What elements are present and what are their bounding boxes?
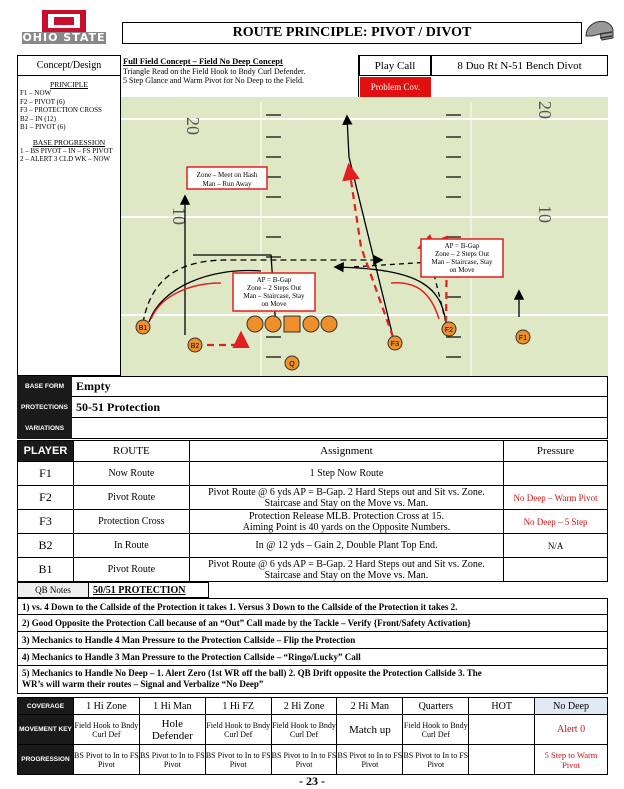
concept-line2: Triangle Read on the Field Hook to Bndy Curl Defender. bbox=[123, 67, 306, 76]
movement-cell: Field Hook to Bndy Curl Def bbox=[271, 715, 337, 745]
player-cell: F3 bbox=[18, 510, 74, 534]
col-header-route: ROUTE bbox=[73, 441, 189, 462]
col-header-pressure: Pressure bbox=[504, 441, 608, 462]
player-label: Q bbox=[289, 361, 295, 368]
logo bbox=[20, 6, 108, 46]
principle-item: F2 – PIVOT (6) bbox=[20, 97, 65, 106]
assignment-line: Staircase and Stay on the Move vs. Man. bbox=[264, 569, 429, 581]
table-row bbox=[18, 558, 608, 582]
yard-number: 20 bbox=[183, 117, 203, 135]
field-turf bbox=[121, 97, 608, 376]
assignment-line: 1 Step Now Route bbox=[309, 468, 384, 479]
field-note-3 bbox=[421, 239, 503, 277]
variations-value bbox=[72, 418, 608, 439]
coverage-col: Quarters bbox=[403, 698, 469, 715]
lineman bbox=[247, 316, 263, 332]
assignment-line: Pivot Route @ 6 yds AP = B-Gap. 2 Hard Steps out and Sit vs. Zone. bbox=[208, 486, 485, 498]
qb-notes-title: 50/51 PROTECTION bbox=[89, 582, 209, 598]
qb-note: 2) Good Opposite the Protection Call because of an “Out” Call made by the Tackle – Verify {Front/Safety Activation} bbox=[17, 615, 608, 632]
assignment-line: Pivot Route @ 6 yds AP = B-Gap. 2 Hard Steps out and Sit vs. Zone. bbox=[208, 558, 485, 570]
coverage-col: No Deep bbox=[535, 698, 608, 715]
note-line: Man – Staircase, Stay bbox=[431, 258, 493, 266]
playcall-value: 8 Duo Rt N-51 Bench Divot bbox=[431, 55, 608, 76]
concept-line3: 5 Step Glance and Warm Pivot for No Deep to the Field. bbox=[123, 76, 304, 85]
lineman bbox=[321, 316, 337, 332]
progression-cell: 5 Step to Warm Pivot bbox=[535, 745, 608, 775]
col-header-player: PLAYER bbox=[18, 441, 74, 462]
note-line: Zone – 2 Steps Out bbox=[246, 284, 302, 292]
variations-label: VARIATIONS bbox=[17, 418, 72, 439]
logo-text: OHIO STATE bbox=[22, 31, 106, 44]
coverage-col: HOT bbox=[469, 698, 535, 715]
qb-note: 5) Mechanics to Handle No Deep – 1. Alert Zero (1st WR off the ball) 2. QB Drift opposite the Protection Callside 3. The bbox=[22, 668, 482, 678]
assignment-line: Protection Release MLB. Protection Cross at 15. bbox=[248, 510, 444, 522]
table-row bbox=[18, 534, 608, 558]
qb-note: 1) vs. 4 Down to the Callside of the Protection it takes 1. Versus 3 Down to the Callside of the Protection it takes 2. bbox=[17, 598, 608, 615]
note-line: AP = B-Gap bbox=[444, 242, 480, 250]
note-line: Man – Run Away bbox=[202, 180, 252, 188]
yard-number: 10 bbox=[535, 205, 555, 223]
movement-cell: Match up bbox=[337, 715, 403, 745]
player-label: F1 bbox=[518, 335, 528, 342]
qb-note: WR’s will warm their routes – Signal and Verbalize “No Deep” bbox=[22, 679, 264, 689]
coverage-col: 1 Hi Zone bbox=[73, 698, 139, 715]
page-title bbox=[122, 22, 582, 44]
qb-note: 4) Mechanics to Handle 3 Man Pressure to the Protection Callside – “Ringo/Lucky” Call bbox=[17, 649, 608, 666]
offensive-line bbox=[247, 316, 337, 332]
pressure-cell: No Deep – Warm Pivot bbox=[504, 486, 608, 510]
qb-notes-label: QB Notes bbox=[17, 582, 89, 598]
table-row bbox=[18, 486, 608, 510]
progression-cell bbox=[469, 745, 535, 775]
col-header-assignment: Assignment bbox=[189, 441, 503, 462]
problem-coverage-badge: Problem Cov. bbox=[360, 77, 431, 97]
note-line: on Move bbox=[261, 300, 287, 308]
player-cell: F1 bbox=[18, 462, 74, 486]
progression-cell: BS Pivot to In to FS Pivot bbox=[403, 745, 469, 775]
progression-cell: BS Pivot to In to FS Pivot bbox=[139, 745, 205, 775]
progression-cell: BS Pivot to In to FS Pivot bbox=[337, 745, 403, 775]
helmet-icon bbox=[582, 14, 616, 46]
note-line: Zone – Meet on Hash bbox=[196, 171, 258, 179]
player-label: B1 bbox=[138, 325, 148, 332]
player-cell: B2 bbox=[18, 534, 74, 558]
player-assignments-table bbox=[17, 440, 608, 582]
assignment-line: Aiming Point is 40 yards on the Opposite Numbers. bbox=[242, 521, 451, 533]
progression-cell: BS Pivot to In to FS Pivot bbox=[205, 745, 271, 775]
progression-title: BASE PROGRESSION bbox=[32, 137, 106, 147]
movement-label: MOVEMENT KEY bbox=[18, 715, 74, 745]
coverage-label: COVERAGE bbox=[18, 698, 74, 715]
note-line: on Move bbox=[449, 266, 475, 274]
sidebar bbox=[17, 76, 121, 376]
coverage-col: 1 Hi FZ bbox=[205, 698, 271, 715]
center bbox=[284, 316, 300, 332]
coverage-col: 1 Hi Man bbox=[139, 698, 205, 715]
assignment-cell bbox=[189, 558, 503, 582]
route-cell: Pivot Route bbox=[73, 558, 189, 582]
principle-item: F3 – PROTECTION CROSS bbox=[20, 106, 102, 114]
table-row bbox=[18, 462, 608, 486]
playcall-label: Play Call bbox=[359, 55, 431, 76]
route-cell: Protection Cross bbox=[73, 510, 189, 534]
principle-item: B1 – PIVOT (6) bbox=[20, 123, 66, 131]
note-line: Man – Staircase, Stay bbox=[243, 292, 305, 300]
qb-note: 3) Mechanics to Handle 4 Man Pressure to the Protection Callside – Flip the Protection bbox=[17, 632, 608, 649]
protections-label: PROTECTIONS bbox=[17, 397, 72, 418]
progression-cell: BS Pivot to In to FS Pivot bbox=[73, 745, 139, 775]
movement-cell: Field Hook to Bndy Curl Def bbox=[205, 715, 271, 745]
yard-number: 20 bbox=[535, 101, 555, 119]
note-line: AP = B-Gap bbox=[256, 276, 292, 284]
principle-title: PRINCIPLE bbox=[50, 80, 88, 89]
principle-item: B2 – IN (12) bbox=[20, 114, 56, 123]
coverage-col: 2 Hi Man bbox=[337, 698, 403, 715]
assignment-cell bbox=[189, 462, 503, 486]
lineman bbox=[265, 316, 281, 332]
player-label: B2 bbox=[190, 343, 200, 350]
movement-cell: Alert 0 bbox=[535, 715, 608, 745]
route-cell: Now Route bbox=[73, 462, 189, 486]
lineman bbox=[303, 316, 319, 332]
field-note-2 bbox=[233, 273, 315, 311]
field-svg bbox=[121, 97, 608, 376]
player-cell: F2 bbox=[18, 486, 74, 510]
assignment-cell bbox=[189, 510, 503, 534]
protections-value: 50-51 Protection bbox=[72, 397, 608, 418]
progression-item: 2 – ALERT 3 CLD WK – NOW bbox=[20, 155, 111, 163]
assignment-cell bbox=[189, 486, 503, 510]
concept-label: Concept/Design bbox=[17, 55, 121, 76]
qb-note-multiline bbox=[17, 666, 608, 694]
concept-description bbox=[121, 55, 359, 97]
player-label: F3 bbox=[390, 341, 400, 348]
concept-line1: Full Field Concept – Field No Deep Concept bbox=[123, 56, 283, 66]
play-diagram bbox=[121, 97, 608, 376]
movement-cell: Field Hook to Bndy Curl Def bbox=[403, 715, 469, 745]
progression-label: PROGRESSION bbox=[18, 745, 74, 775]
coverage-col: 2 Hi Zone bbox=[271, 698, 337, 715]
pressure-cell bbox=[504, 462, 608, 486]
page-number: - 23 - bbox=[299, 773, 325, 788]
base-form-value: Empty bbox=[72, 376, 608, 397]
page-title-text: ROUTE PRINCIPLE: PIVOT / DIVOT bbox=[232, 25, 472, 40]
movement-cell bbox=[469, 715, 535, 745]
pressure-cell: No Deep – 5 Step bbox=[504, 510, 608, 534]
progression-list bbox=[20, 147, 118, 164]
yard-number: 10 bbox=[169, 207, 189, 225]
principle-list bbox=[20, 89, 118, 132]
player-label: F2 bbox=[444, 327, 454, 334]
principle-item: F1 – NOW bbox=[20, 89, 52, 97]
assignment-cell bbox=[189, 534, 503, 558]
route-cell: In Route bbox=[73, 534, 189, 558]
assignment-line: Staircase and Stay on the Move vs. Man. bbox=[264, 497, 429, 509]
route-cell: Pivot Route bbox=[73, 486, 189, 510]
pressure-cell bbox=[504, 558, 608, 582]
base-form-label: BASE FORM bbox=[17, 376, 72, 397]
pressure-cell: N/A bbox=[504, 534, 608, 558]
coverage-table bbox=[17, 697, 608, 775]
progression-item: 1 – BS PIVOT – IN – FS PIVOT bbox=[20, 146, 113, 155]
qb-notes bbox=[17, 582, 608, 694]
table-row bbox=[18, 510, 608, 534]
assignment-line: In @ 12 yds – Gain 2, Double Plant Top End. bbox=[255, 540, 438, 551]
movement-cell: Hole Defender bbox=[139, 715, 205, 745]
field-note-1 bbox=[187, 167, 267, 189]
movement-cell: Field Hook to Bndy Curl Def bbox=[73, 715, 139, 745]
player-cell: B1 bbox=[18, 558, 74, 582]
note-line: Zone – 2 Steps Out bbox=[434, 250, 490, 258]
progression-cell: BS Pivot to In to FS Pivot bbox=[271, 745, 337, 775]
